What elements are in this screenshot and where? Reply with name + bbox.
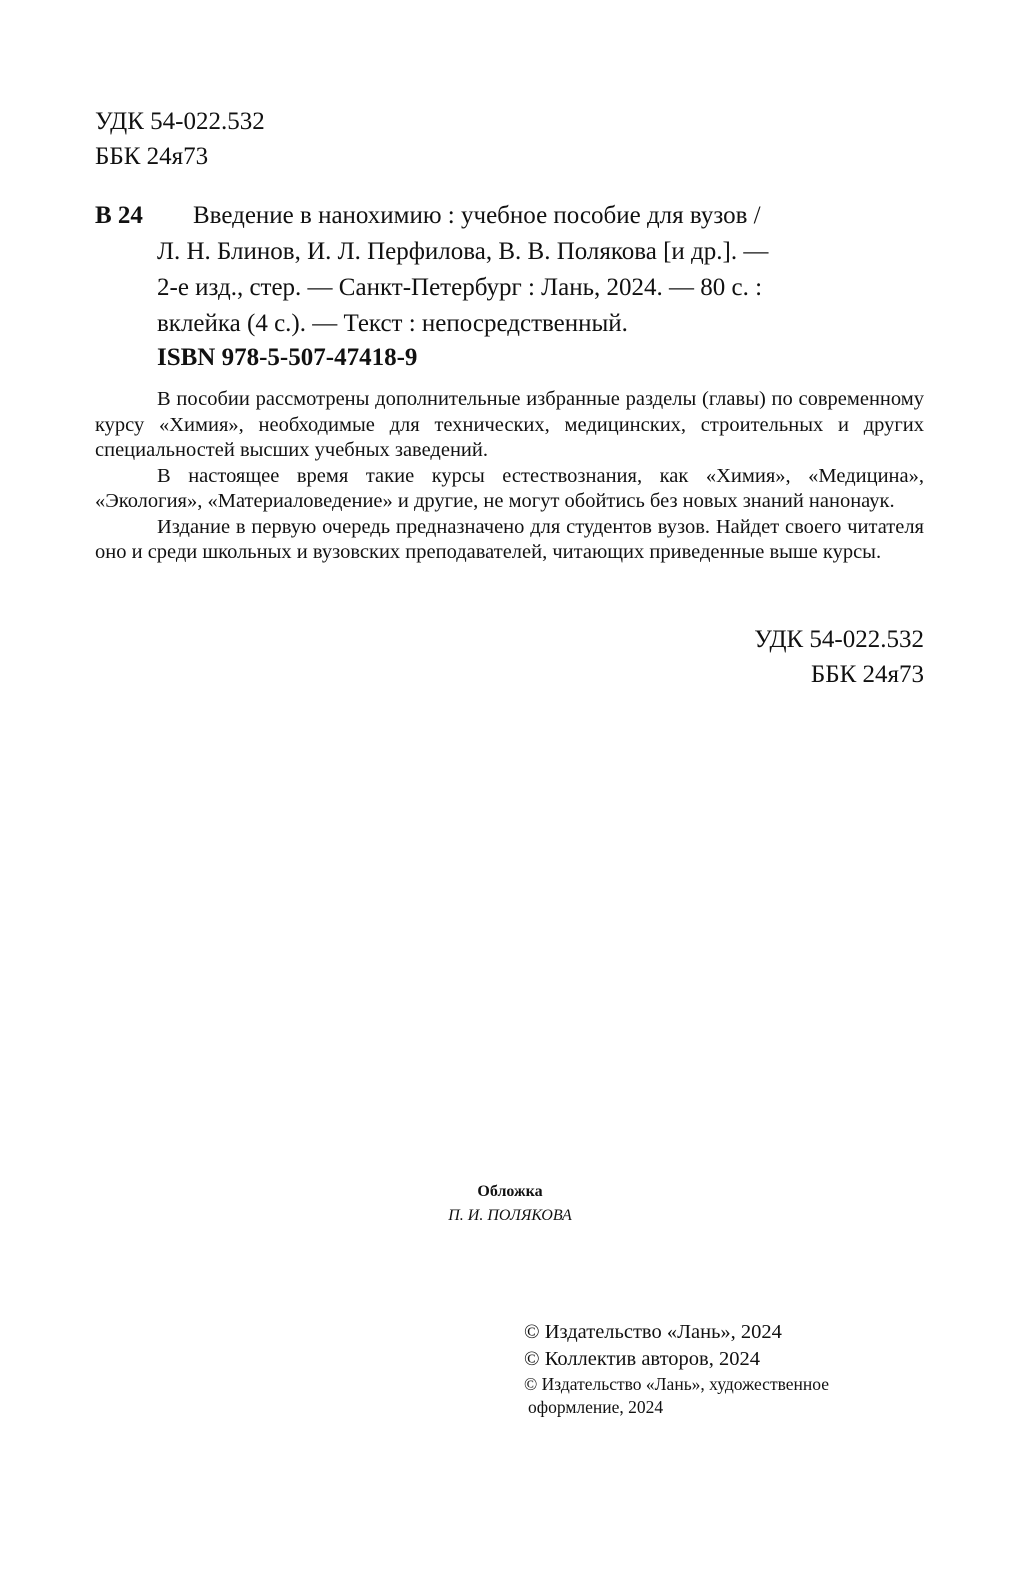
biblio-line: 2-е изд., стер. — Санкт-Петербург : Лань, 2024. — 80 с. : (157, 274, 763, 301)
udk-code: УДК 54-022.532 (95, 108, 265, 135)
biblio-line: вклейка (4 с.). — Текст : непосредственный. (157, 310, 628, 337)
biblio-line: Введение в нанохимию : учебное пособие для вузов / (193, 202, 761, 229)
annotation (95, 387, 924, 566)
cover-credit (300, 1180, 720, 1228)
cover-label: Обложка (477, 1183, 543, 1200)
annotation-paragraph: В настоящее время такие курсы естествознания, как «Химия», «Медицина», «Экология», «Материаловедение» и другие, не могут обойтись без новых знаний нанонаук. (95, 464, 924, 512)
bbk-code: ББК 24я73 (95, 143, 209, 170)
biblio-line: Л. Н. Блинов, И. Л. Перфилова, В. В. Полякова [и др.]. — (157, 238, 769, 265)
isbn: ISBN 978-5-507-47418-9 (157, 344, 418, 371)
copyright-publisher: © Издательство «Лань», 2024 (524, 1321, 782, 1343)
udk-code: УДК 54-022.532 (754, 626, 924, 653)
copyright-design-line: © Издательство «Лань», художественное (524, 1374, 829, 1394)
classification-top (95, 104, 265, 174)
classification-bottom (600, 622, 924, 692)
annotation-paragraph: Издание в первую очередь предназначено для студентов вузов. Найдет своего читателя оно и среди школьных и вузовских преподавателей, читающих приведенные выше курсы. (95, 515, 924, 563)
copyright-block (524, 1319, 829, 1419)
cover-designer: П. И. ПОЛЯКОВА (448, 1207, 572, 1224)
copyright-authors: © Коллектив авторов, 2024 (524, 1348, 760, 1370)
bbk-code: ББК 24я73 (810, 661, 924, 688)
annotation-paragraph: В пособии рассмотрены дополнительные избранные разделы (главы) по современному курсу «Химия», необходимые для технических, медицинских, строительных и других специальностей высших учебных заведений. (95, 388, 924, 461)
author-code: В 24 (95, 202, 143, 229)
copyright-design-line: оформление, 2024 (528, 1397, 664, 1417)
bibliographic-record (157, 198, 924, 342)
